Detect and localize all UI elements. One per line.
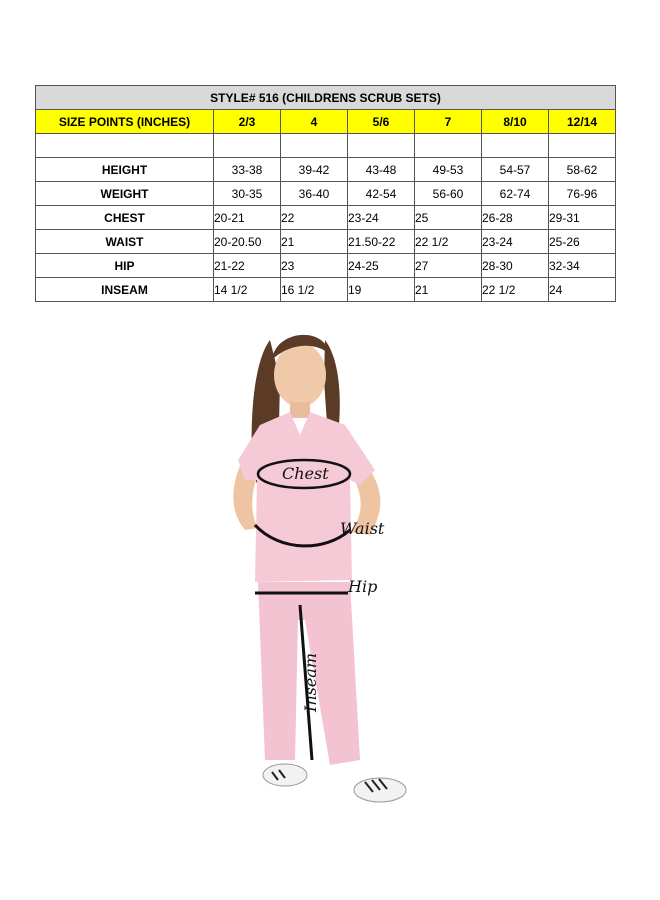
table-title-row [36, 86, 616, 110]
value-cell: 24-25 [348, 254, 415, 278]
table-row [36, 278, 616, 302]
inseam-label: Inseam [301, 652, 320, 712]
value-cell: 23-24 [348, 206, 415, 230]
value-cell: 14 1/2 [214, 278, 281, 302]
neck [290, 402, 310, 418]
size-chart-table [35, 85, 616, 302]
value-cell: 39-42 [281, 158, 348, 182]
value-cell: 56-60 [415, 182, 482, 206]
value-cell: 25 [415, 206, 482, 230]
size-header-cell: 8/10 [482, 110, 549, 134]
empty-cell [482, 134, 549, 158]
table-spacer-row [36, 134, 616, 158]
row-label: INSEAM [36, 278, 214, 302]
value-cell: 20-21 [214, 206, 281, 230]
value-cell: 42-54 [348, 182, 415, 206]
table-row [36, 158, 616, 182]
value-cell: 21 [415, 278, 482, 302]
value-cell: 22 [281, 206, 348, 230]
value-cell: 27 [415, 254, 482, 278]
size-header-cell: 4 [281, 110, 348, 134]
scrub-top [238, 412, 375, 582]
empty-cell [214, 134, 281, 158]
measurement-rows [36, 158, 616, 302]
value-cell: 25-26 [549, 230, 616, 254]
value-cell: 29-31 [549, 206, 616, 230]
child-model-photo [200, 320, 460, 830]
row-label: HEIGHT [36, 158, 214, 182]
size-points-header: SIZE POINTS (INCHES) [36, 110, 214, 134]
value-cell: 21 [281, 230, 348, 254]
empty-cell [36, 134, 214, 158]
value-cell: 16 1/2 [281, 278, 348, 302]
table-row [36, 182, 616, 206]
value-cell: 49-53 [415, 158, 482, 182]
value-cell: 28-30 [482, 254, 549, 278]
waist-label: Waist [340, 519, 385, 538]
value-cell: 33-38 [214, 158, 281, 182]
row-label: WEIGHT [36, 182, 214, 206]
table-row [36, 206, 616, 230]
table-row [36, 254, 616, 278]
value-cell: 22 1/2 [415, 230, 482, 254]
size-header-cell: 5/6 [348, 110, 415, 134]
empty-cell [415, 134, 482, 158]
hip-label: Hip [348, 577, 378, 596]
value-cell: 30-35 [214, 182, 281, 206]
value-cell: 36-40 [281, 182, 348, 206]
value-cell: 76-96 [549, 182, 616, 206]
value-cell: 23-24 [482, 230, 549, 254]
value-cell: 62-74 [482, 182, 549, 206]
value-cell: 26-28 [482, 206, 549, 230]
value-cell: 19 [348, 278, 415, 302]
value-cell: 32-34 [549, 254, 616, 278]
value-cell: 21-22 [214, 254, 281, 278]
chest-label: Chest [282, 464, 329, 483]
size-header-cell: 2/3 [214, 110, 281, 134]
row-label: CHEST [36, 206, 214, 230]
value-cell: 43-48 [348, 158, 415, 182]
size-header-cell: 12/14 [549, 110, 616, 134]
value-cell: 23 [281, 254, 348, 278]
value-cell: 21.50-22 [348, 230, 415, 254]
row-label: HIP [36, 254, 214, 278]
empty-cell [549, 134, 616, 158]
value-cell: 20-20.50 [214, 230, 281, 254]
table-title: STYLE# 516 (CHILDRENS SCRUB SETS) [36, 86, 616, 110]
value-cell: 58-62 [549, 158, 616, 182]
size-header-cell: 7 [415, 110, 482, 134]
empty-cell [348, 134, 415, 158]
row-label: WAIST [36, 230, 214, 254]
value-cell: 54-57 [482, 158, 549, 182]
table-row [36, 230, 616, 254]
value-cell: 24 [549, 278, 616, 302]
empty-cell [281, 134, 348, 158]
value-cell: 22 1/2 [482, 278, 549, 302]
face [274, 343, 326, 407]
left-shoe [263, 764, 307, 786]
table-header-row [36, 110, 616, 134]
